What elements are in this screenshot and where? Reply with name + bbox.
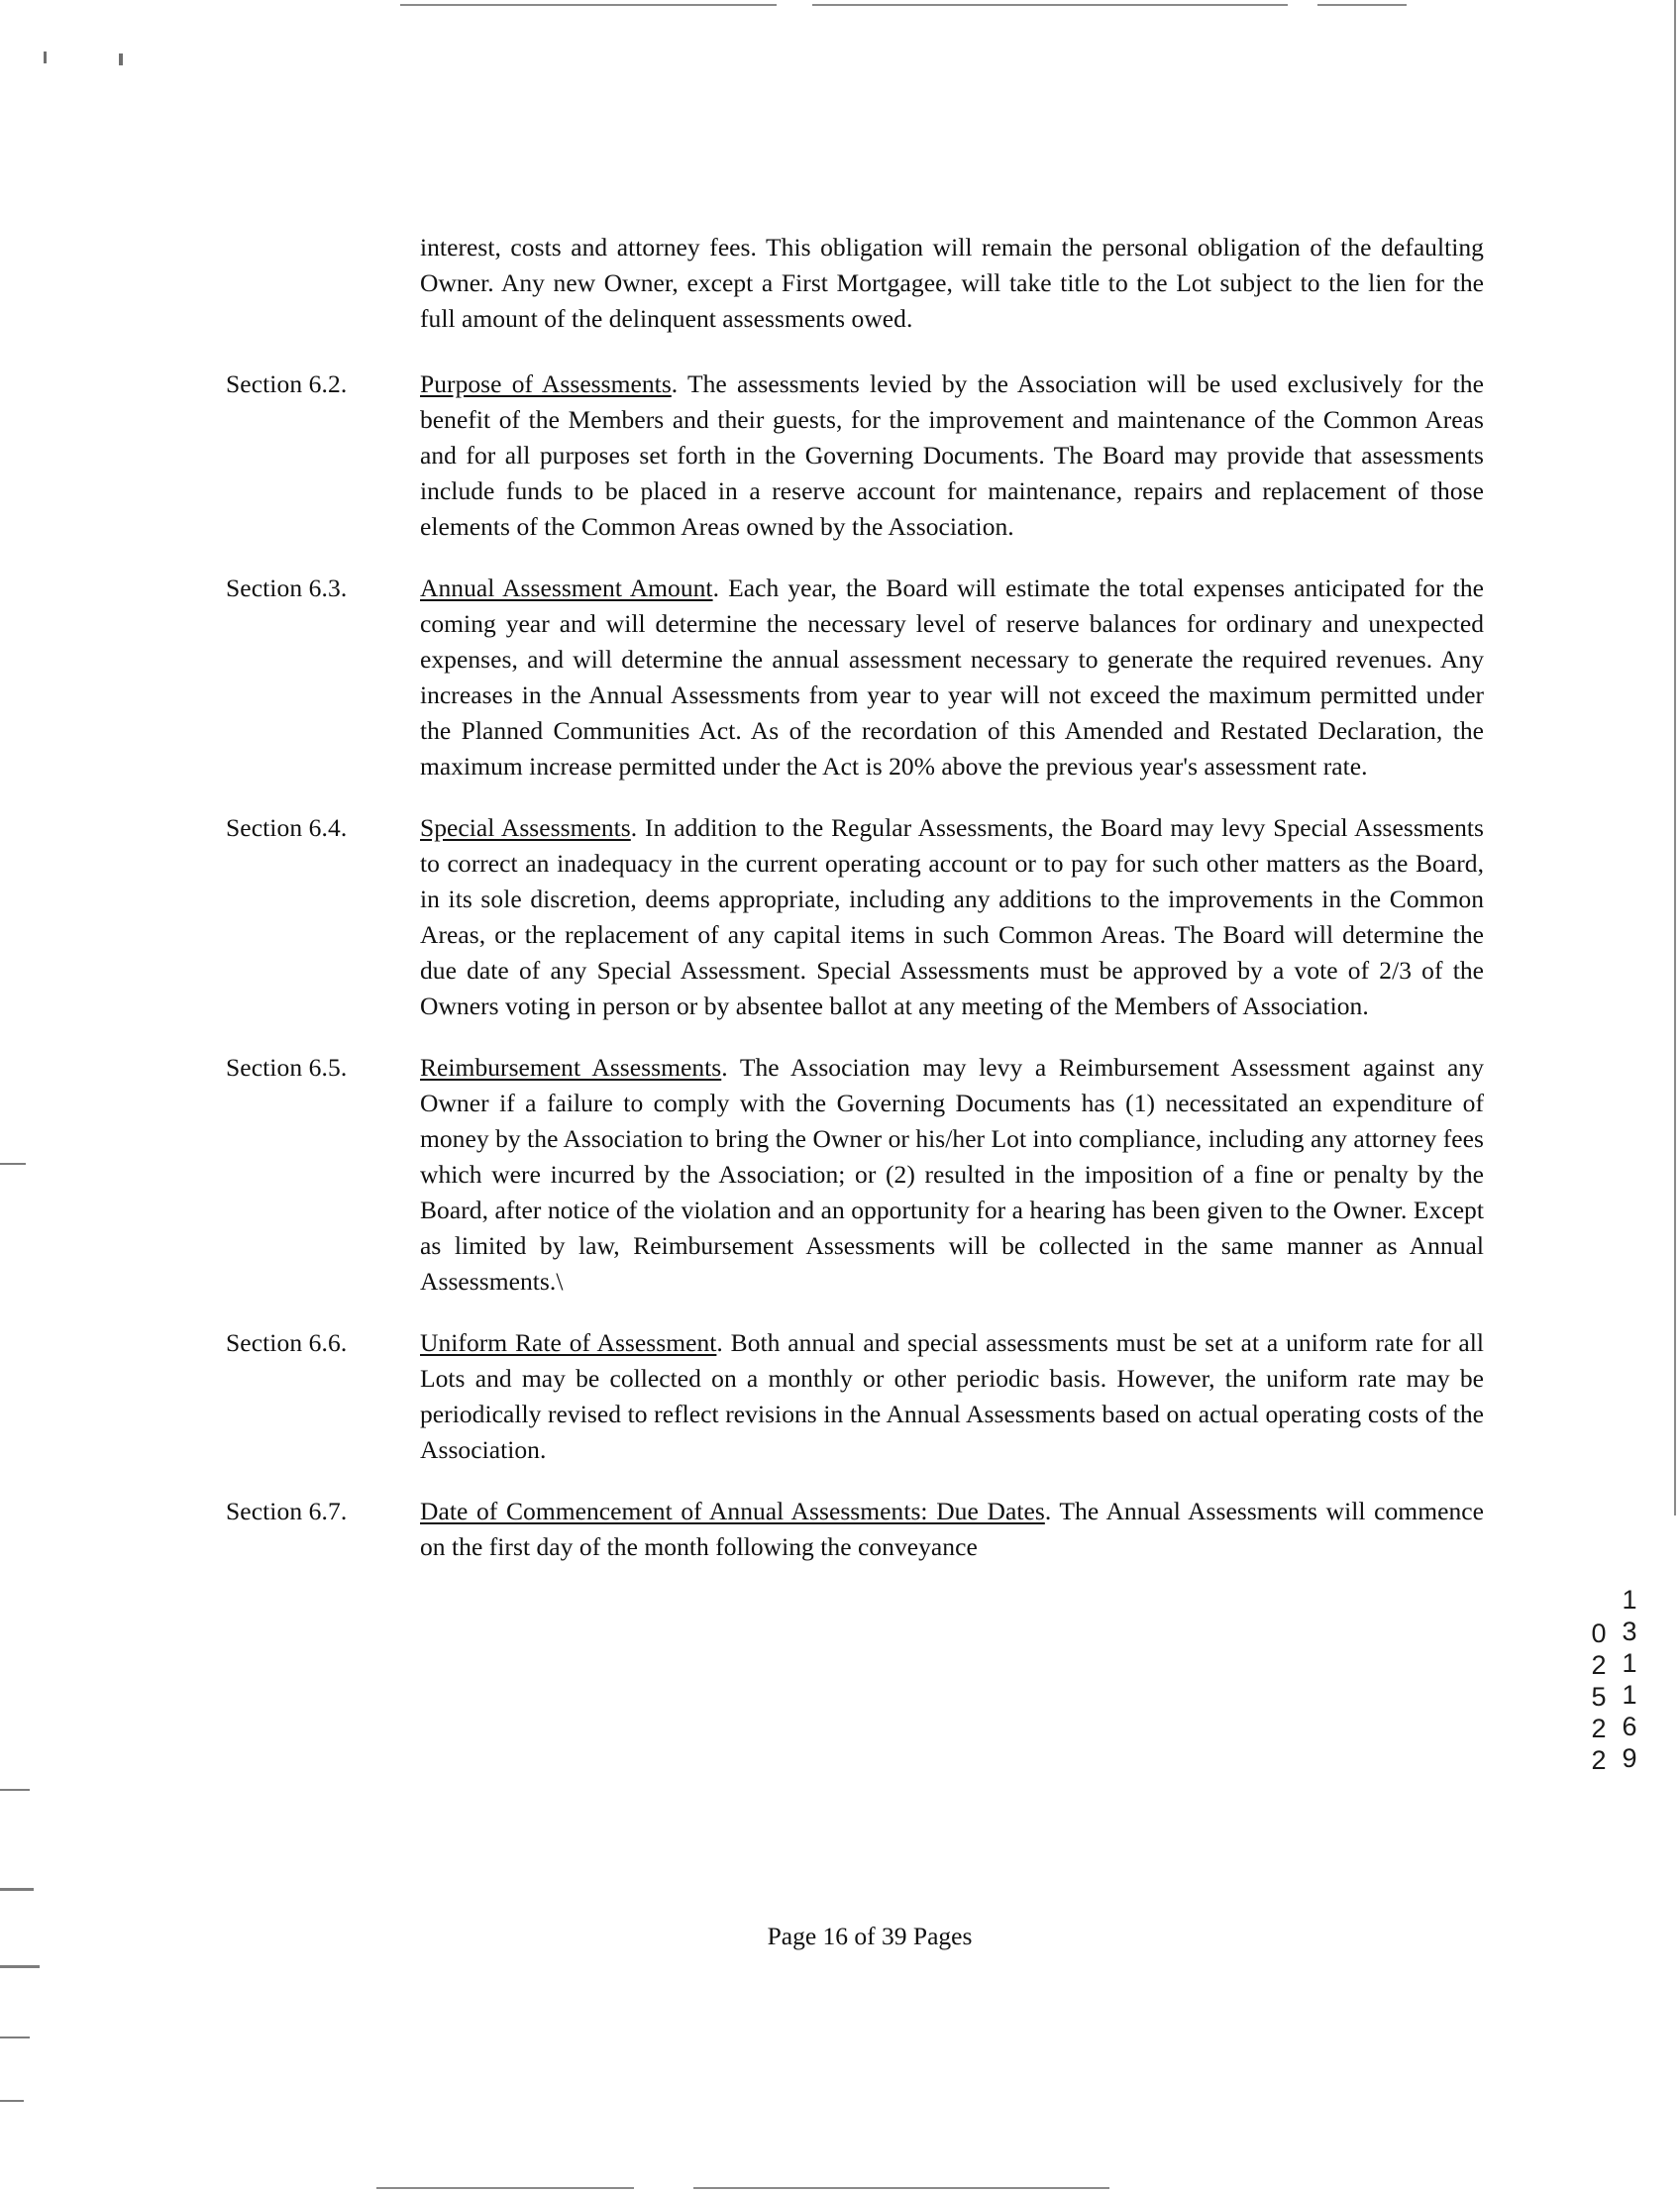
intro-paragraph: interest, costs and attorney fees. This obligation will remain the personal obligation of the defaulting Owner. Any new Owner, except a First Mortgagee, will take title to the Lot subject to the lien for the full amount of the delinquent assessments owed. (420, 233, 1484, 333)
section-6-6-label: Section 6.6. (226, 1328, 348, 1357)
section-6-7-heading: Date of Commencement of Annual Assessments: Due Dates (420, 1497, 1045, 1525)
scan-tick-left-2 (0, 1789, 30, 1791)
section-6-6-heading: Uniform Rate of Assessment (420, 1328, 717, 1357)
section-6-2-body (420, 366, 1484, 545)
section-6-4-text: . In addition to the Regular Assessments, the Board may levy Special Assessments to correct an inadequacy in the current operating account or to pay for such other matters as the Board, in its sole discretion, deems appropriate, including any additions to the improvements in the Common Areas, or the replacement of any capital items in such Common Areas. The Board will determine the due date of any Special Assessment. Special Assessments must be approved by a vote of 2/3 of the Owners voting in person or by absentee ballot at any meeting of the Members of Association. (420, 813, 1485, 1020)
section-6-5-heading: Reimbursement Assessments (420, 1053, 722, 1082)
scan-edge-bottom (376, 2187, 634, 2189)
section-6-3-body (420, 571, 1484, 784)
section-6-2 (226, 366, 1484, 545)
document-body (226, 230, 1484, 1591)
section-6-3 (226, 571, 1484, 784)
section-6-7-label: Section 6.7. (226, 1497, 348, 1525)
section-6-4-label: Section 6.4. (226, 813, 348, 842)
section-6-4-heading: Special Assessments (420, 813, 631, 842)
section-6-4 (226, 810, 1484, 1024)
scan-edge-bottom-2 (693, 2187, 1109, 2189)
recording-stamp-bottom: 02522 (1584, 1619, 1614, 1777)
section-6-2-label: Section 6.2. (226, 369, 348, 398)
recording-stamp (1583, 1585, 1644, 1777)
scan-tick-left-1 (0, 1163, 26, 1165)
scan-edge-right (1674, 0, 1676, 1515)
section-6-5-label: Section 6.5. (226, 1053, 348, 1082)
page-number-text: Page 16 of 39 Pages (767, 1922, 973, 1950)
scan-tick-left-3 (0, 1888, 34, 1891)
scan-edge-top (400, 4, 777, 6)
section-6-3-heading: Annual Assessment Amount (420, 574, 713, 602)
scan-speck-left-1 (44, 52, 47, 63)
scan-edge-top-3 (1317, 4, 1407, 6)
section-6-5 (226, 1050, 1484, 1300)
scan-edge-top-2 (812, 4, 1288, 6)
section-6-3-text: . Each year, the Board will estimate the total expenses anticipated for the coming year and will determine the necessary level of reserve balances for ordinary and unexpected expenses, and will determine the annual assessment necessary to generate the required revenues. Any increases in the Annual Assessments from year to year will not exceed the maximum permitted under the Planned Communities Act. As of the recordation of this Amended and Restated Declaration, the maximum increase permitted under the Act is 20% above the previous year's assessment rate. (420, 574, 1484, 781)
section-6-7-body (420, 1494, 1484, 1565)
section-6-2-heading: Purpose of Assessments (420, 369, 672, 398)
scan-tick-left-6 (0, 2100, 24, 2102)
section-6-6 (226, 1325, 1484, 1468)
section-6-6-body (420, 1325, 1484, 1468)
section-6-5-text: . The Association may levy a Reimbursement Assessment against any Owner if a failure to comply with the Governing Documents has (1) necessitated an expenditure of money by the Association to bring the Owner or his/her Lot into compliance, including any attorney fees which were incurred by the Association; or (2) resulted in the imposition of a fine or penalty by the Board, after notice of the violation and an opportunity for a hearing has been given to the Owner. Except as limited by law, Reimbursement Assessments will be collected in the same manner as Annual Assessments.\ (420, 1053, 1485, 1296)
section-6-7 (226, 1494, 1484, 1565)
scan-tick-left-4 (0, 1965, 40, 1968)
section-6-5-body (420, 1050, 1484, 1300)
section-6-2-text: . The assessments levied by the Association will be used exclusively for the benefit of the Members and their guests, for the improvement and maintenance of the Common Areas and for all purposes set forth in the Governing Documents. The Board may provide that assessments include funds to be placed in a reserve account for maintenance, repairs and replacement of those elements of the Common Areas owned by the Association. (420, 369, 1484, 541)
section-6-7-text: . The Annual Assessments will commence on the first day of the month following the conveyance (420, 1497, 1484, 1561)
section-6-3-label: Section 6.3. (226, 574, 348, 602)
recording-stamp-top: 131169 (1615, 1585, 1644, 1775)
scan-tick-left-5 (0, 2036, 30, 2038)
page-footer (0, 1922, 1680, 1951)
scan-speck-left-2 (119, 53, 123, 65)
section-6-6-text: . Both annual and special assessments must be set at a uniform rate for all Lots and may be collected on a monthly or other periodic basis. However, the uniform rate may be periodically revised to reflect revisions in the Annual Assessments based on actual operating costs of the Association. (420, 1328, 1484, 1464)
section-6-4-body (420, 810, 1484, 1024)
